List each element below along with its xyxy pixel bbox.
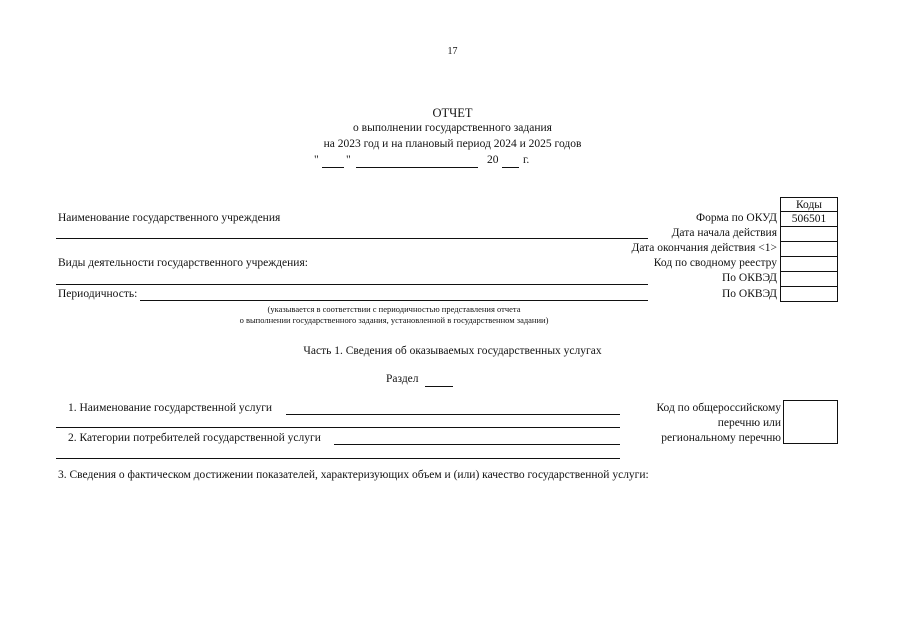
date-year-suffix: г.: [523, 154, 530, 166]
date-year-prefix: 20: [487, 154, 499, 166]
service-name-line[interactable]: [286, 414, 620, 415]
registry-code-cell[interactable]: [780, 256, 838, 272]
consumer-categories-line-2[interactable]: [56, 458, 620, 459]
date-day-blank[interactable]: [322, 167, 344, 168]
periodicity-line[interactable]: [140, 300, 648, 301]
okved-label-1: По ОКВЭД: [721, 272, 777, 284]
date-month-blank[interactable]: [356, 167, 478, 168]
end-date-label: Дата окончания действия <1>: [631, 242, 777, 254]
code-label-1: Код по общероссийскому: [656, 402, 781, 414]
section-label: Раздел: [386, 373, 419, 385]
okved-cell-2[interactable]: [780, 286, 838, 302]
okved-cell-1[interactable]: [780, 271, 838, 287]
date-year-blank[interactable]: [502, 167, 519, 168]
page-number: 17: [447, 46, 458, 57]
activity-types-label: Виды деятельности государственного учреждения:: [58, 257, 308, 269]
consumer-categories-label: 2. Категории потребителей государственной услуги: [68, 432, 321, 444]
periodicity-note-1: (указывается в соответствии с периодичностью представления отчета: [267, 304, 521, 314]
codes-header: Коды: [780, 197, 838, 212]
service-name-line-2[interactable]: [56, 427, 620, 428]
periodicity-label: Периодичность:: [58, 288, 138, 300]
section-number-blank[interactable]: [425, 386, 453, 387]
okved-label-2: По ОКВЭД: [721, 288, 777, 300]
date-quote-close: ": [346, 154, 351, 166]
institution-name-label: Наименование государственного учреждения: [58, 212, 281, 224]
report-title: ОТЧЕТ: [432, 106, 473, 120]
consumer-categories-line[interactable]: [334, 444, 620, 445]
activity-types-line[interactable]: [56, 284, 648, 285]
periodicity-note-2: о выполнении государственного задания, установленной в государственном задании): [239, 315, 549, 325]
service-code-box[interactable]: [783, 400, 838, 444]
report-subtitle-2: на 2023 год и на плановый период 2024 и 2025 годов: [323, 138, 582, 150]
code-label-3: региональному перечню: [661, 432, 781, 444]
report-subtitle-1: о выполнении государственного задания: [353, 122, 552, 134]
institution-name-line[interactable]: [56, 238, 648, 239]
start-date-label: Дата начала действия: [671, 227, 777, 239]
part1-heading: Часть 1. Сведения об оказываемых государственных услугах: [303, 345, 602, 357]
end-date-cell[interactable]: [780, 241, 838, 257]
date-quote-open: ": [314, 154, 319, 166]
start-date-cell[interactable]: [780, 226, 838, 242]
service-name-label: 1. Наименование государственной услуги: [68, 402, 273, 414]
registry-code-label: Код по сводному реестру: [653, 257, 777, 269]
okud-label: Форма по ОКУД: [696, 212, 777, 224]
okud-code-cell: 506501: [780, 211, 838, 227]
code-label-2: перечню или: [717, 417, 781, 429]
indicators-heading: 3. Сведения о фактическом достижении показателей, характеризующих объем и (или) качество государственной услуги:: [58, 469, 649, 481]
